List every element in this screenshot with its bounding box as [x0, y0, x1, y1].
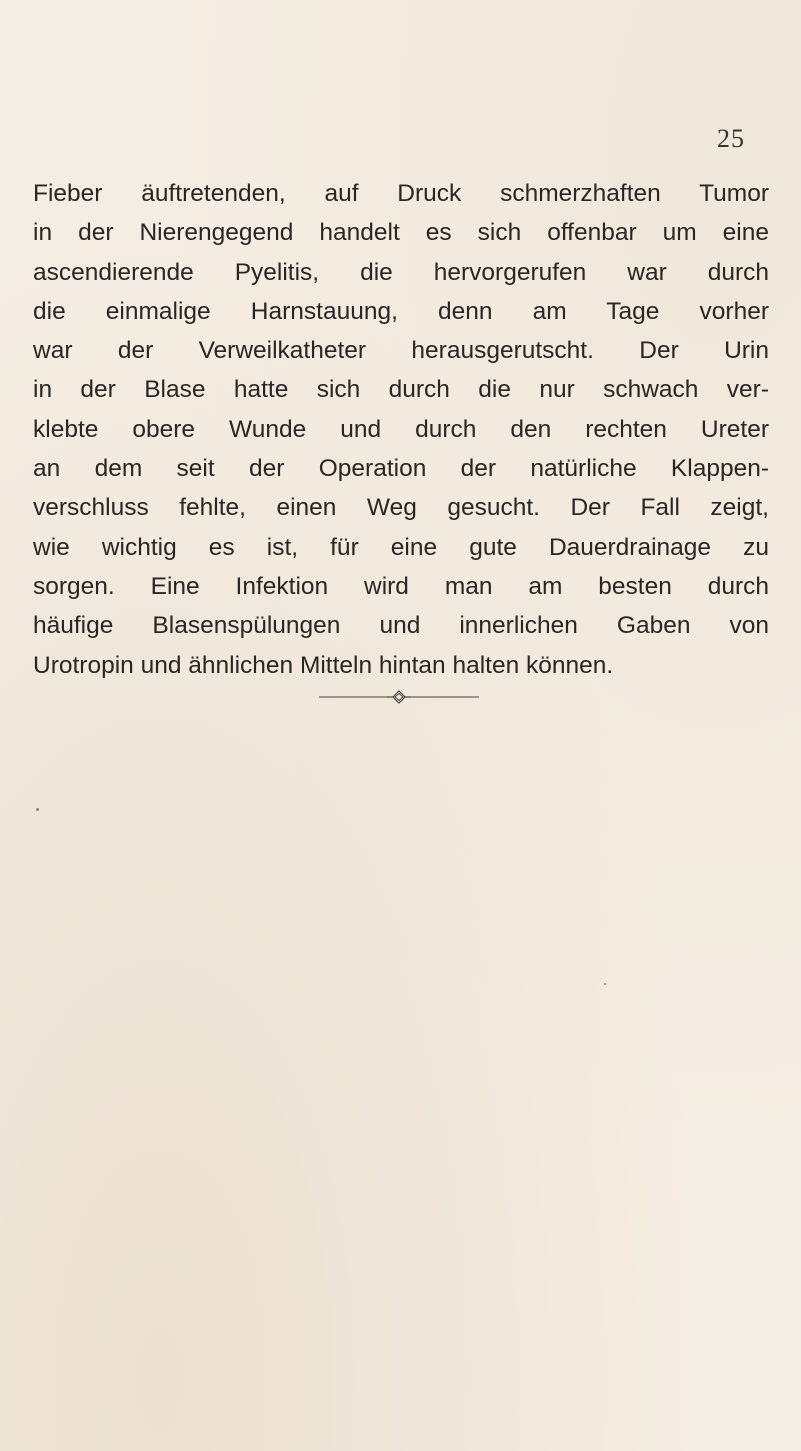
- paper-speck: [36, 808, 39, 811]
- text-line: in der Blase hatte sich durch die nur schwach ver-: [33, 376, 769, 404]
- text-line: wie wichtig es ist, für eine gute Dauerdrainage zu: [33, 533, 769, 561]
- text-line: sorgen. Eine Infektion wird man am besten durch: [33, 572, 769, 600]
- body-paragraph: [33, 174, 769, 685]
- text-line: die einmalige Harnstauung, denn am Tage vorher: [33, 297, 769, 325]
- text-line: in der Nierengegend handelt es sich offenbar um eine: [33, 219, 769, 247]
- text-line: an dem seit der Operation der natürliche Klappen-: [33, 455, 769, 483]
- text-line: klebte obere Wunde und durch den rechten Ureter: [33, 415, 769, 443]
- text-line: Urotropin und ähnlichen Mitteln hintan halten können.: [33, 651, 614, 679]
- text-line: war der Verweilkatheter herausgerutscht. Der Urin: [33, 337, 769, 365]
- text-line: Fieber äuftretenden, auf Druck schmerzhaften Tumor: [33, 180, 769, 207]
- text-line: ascendierende Pyelitis, die hervorgerufen war durch: [33, 258, 769, 286]
- text-line: verschluss fehlte, einen Weg gesucht. Der Fall zeigt,: [33, 494, 769, 522]
- section-end-ornament-icon: [319, 689, 479, 705]
- paper-speck: [604, 983, 606, 985]
- page-number: 25: [717, 124, 745, 153]
- text-line: häufige Blasenspülungen und innerlichen Gaben von: [33, 612, 769, 640]
